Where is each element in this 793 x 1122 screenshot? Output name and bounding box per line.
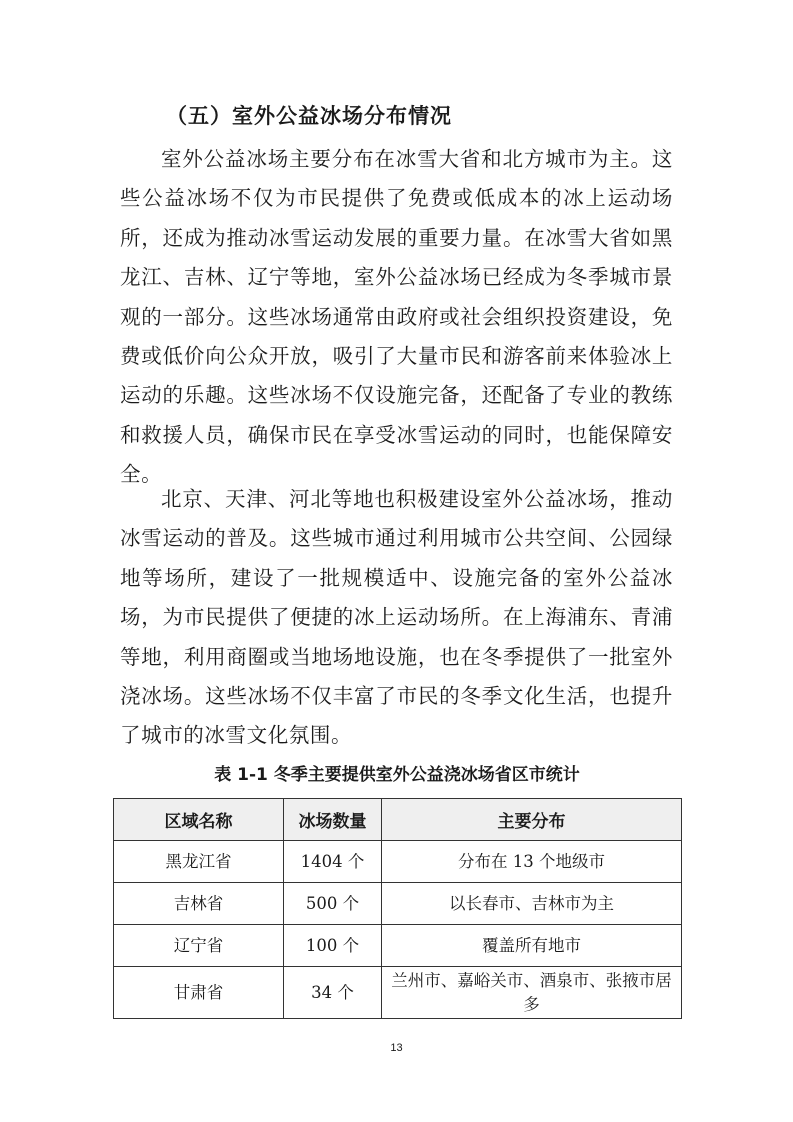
- cell-count: 34 个: [284, 967, 382, 1019]
- cell-distribution: 兰州市、嘉峪关市、酒泉市、张掖市居多: [382, 967, 682, 1019]
- cell-distribution: 分布在 13 个地级市: [382, 841, 682, 883]
- rink-statistics-table: [113, 798, 682, 1019]
- header-count: 冰场数量: [284, 799, 382, 841]
- table-row: [114, 967, 682, 1019]
- page-number: 13: [390, 1042, 403, 1054]
- section-heading: （五）室外公益冰场分布情况: [166, 104, 452, 128]
- cell-count: 500 个: [284, 883, 382, 925]
- table-header-row: [114, 799, 682, 841]
- cell-region: 吉林省: [114, 883, 284, 925]
- table-row: [114, 883, 682, 925]
- paragraph-2: 北京、天津、河北等地也积极建设室外公益冰场，推动冰雪运动的普及。这些城市通过利用城市公共空间、公园绿地等场所，建设了一批规模适中、设施完备的室外公益冰场，为市民提供了便捷的冰上运动场所。在上海浦东、青浦等地，利用商圈或当地场地设施，也在冬季提供了一批室外浇冰场。这些冰场不仅丰富了市民的冬季文化生活，也提升了城市的冰雪文化氛围。: [120, 487, 673, 748]
- cell-count: 1404 个: [284, 841, 382, 883]
- table-caption: 表 1-1 冬季主要提供室外公益浇冰场省区市统计: [214, 765, 580, 785]
- cell-region: 黑龙江省: [114, 841, 284, 883]
- paragraph-1: 室外公益冰场主要分布在冰雪大省和北方城市为主。这些公益冰场不仅为市民提供了免费或低成本的冰上运动场所，还成为推动冰雪运动发展的重要力量。在冰雪大省如黑龙江、吉林、辽宁等地，室外公益冰场已经成为冬季城市景观的一部分。这些冰场通常由政府或社会组织投资建设，免费或低价向公众开放，吸引了大量市民和游客前来体验冰上运动的乐趣。这些冰场不仅设施完备，还配备了专业的教练和救援人员，确保市民在享受冰雪运动的同时，也能保障安全。: [120, 147, 673, 487]
- cell-region: 辽宁省: [114, 925, 284, 967]
- table-row: [114, 925, 682, 967]
- cell-distribution: 覆盖所有地市: [382, 925, 682, 967]
- table-row: [114, 841, 682, 883]
- cell-region: 甘肃省: [114, 967, 284, 1019]
- cell-count: 100 个: [284, 925, 382, 967]
- header-distribution: 主要分布: [382, 799, 682, 841]
- header-region: 区域名称: [114, 799, 284, 841]
- cell-distribution: 以长春市、吉林市为主: [382, 883, 682, 925]
